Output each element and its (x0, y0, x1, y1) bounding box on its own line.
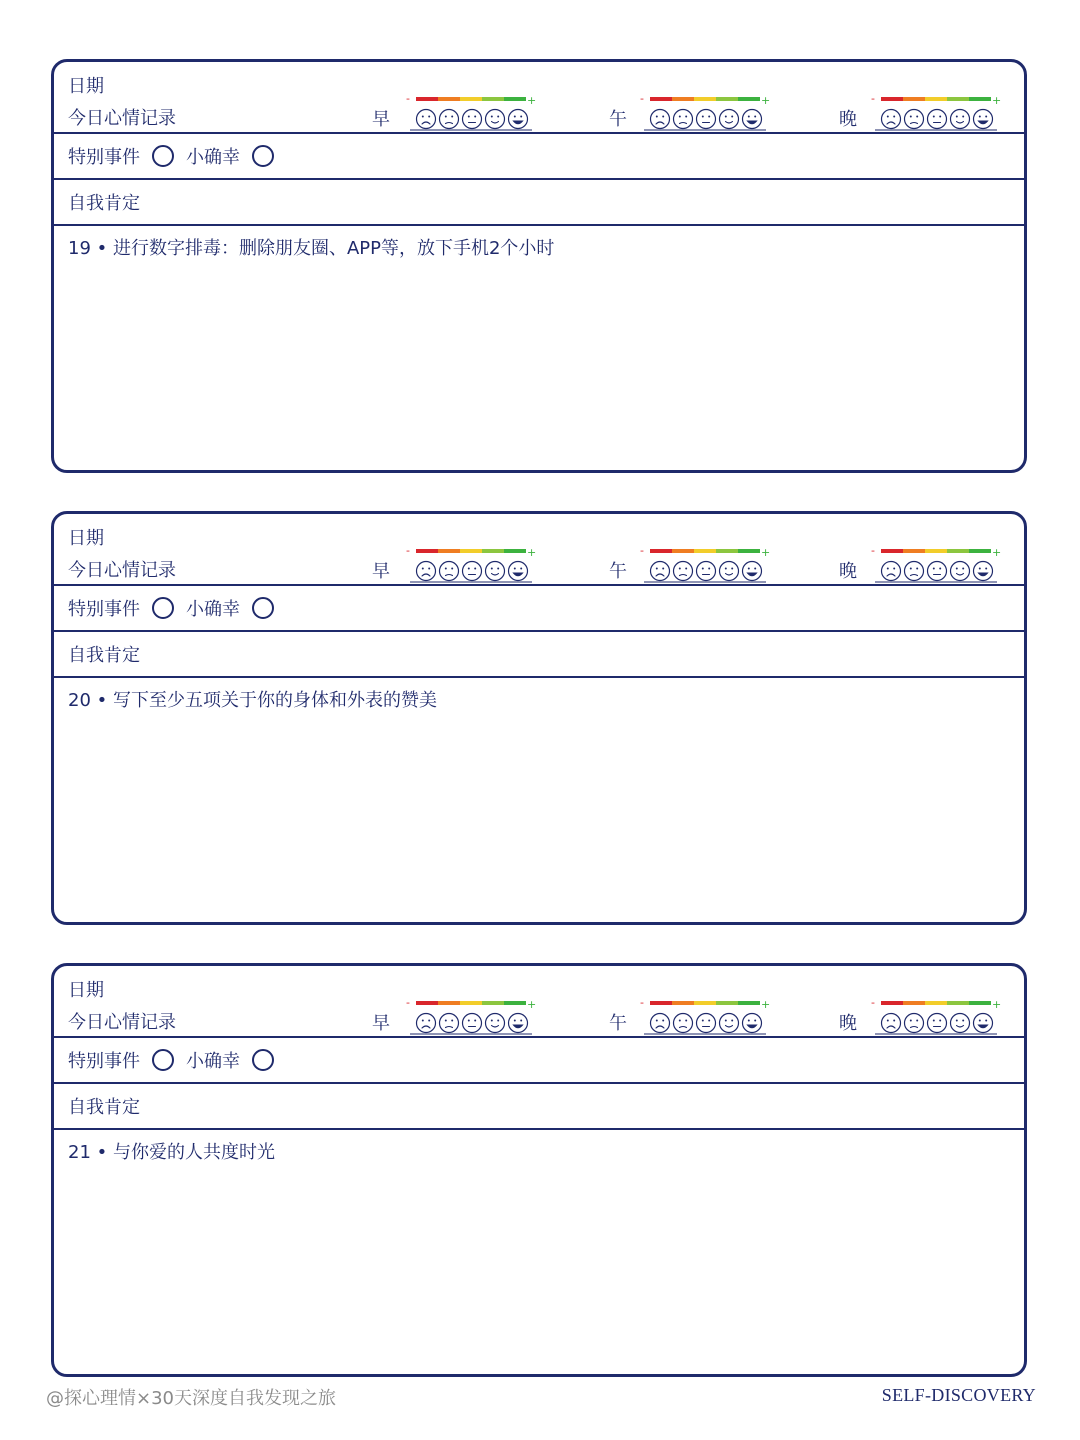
sad-face-icon[interactable] (905, 110, 924, 129)
scale-segment (716, 549, 738, 553)
mood-row (54, 62, 1024, 134)
sad-face-icon[interactable] (674, 562, 693, 581)
small-happiness-label: 小确幸 (186, 147, 240, 168)
small-happiness-label: 小确幸 (186, 1051, 240, 1072)
plus-sign: + (992, 999, 1001, 1011)
scale-segment (672, 97, 694, 101)
scale-segment (925, 97, 947, 101)
date-label: 日期 (68, 76, 104, 97)
morning-mood-scale[interactable] (406, 95, 536, 131)
scale-segment (903, 97, 925, 101)
minus-sign: - (871, 547, 875, 557)
footer-brand: @探心理情×30天深度自我发现之旅 (46, 1388, 336, 1409)
plus-sign: + (761, 95, 770, 107)
scale-segment (438, 549, 460, 553)
neutral-face-icon[interactable] (697, 1014, 716, 1033)
special-event-label: 特别事件 (68, 1051, 140, 1072)
scale-segment (438, 1001, 460, 1005)
task-area[interactable] (54, 678, 1024, 720)
scale-segment (947, 549, 969, 553)
smile-face-icon[interactable] (486, 110, 505, 129)
mood-record-label: 今日心情记录 (68, 1012, 176, 1033)
morning-mood-scale[interactable] (406, 999, 536, 1035)
sad-face-icon[interactable] (674, 1014, 693, 1033)
evening-label: 晚 (839, 561, 857, 582)
cry-face-icon[interactable] (882, 1014, 901, 1033)
minus-sign: - (640, 95, 644, 105)
scale-segment (738, 549, 760, 553)
special-event-label: 特别事件 (68, 147, 140, 168)
special-event-checkbox[interactable] (152, 1049, 174, 1071)
small-happiness-label: 小确幸 (186, 599, 240, 620)
minus-sign: - (640, 999, 644, 1009)
plus-sign: + (992, 95, 1001, 107)
scale-segment (738, 97, 760, 101)
sad-face-icon[interactable] (440, 1014, 459, 1033)
neutral-face-icon[interactable] (928, 110, 947, 129)
minus-sign: - (871, 999, 875, 1009)
scale-segment (650, 549, 672, 553)
neutral-face-icon[interactable] (697, 110, 716, 129)
scale-segment (482, 97, 504, 101)
scale-segment (969, 549, 991, 553)
noon-mood-scale[interactable] (640, 95, 770, 131)
scale-segment (969, 1001, 991, 1005)
morning-label: 早 (372, 561, 390, 582)
smile-face-icon[interactable] (720, 1014, 739, 1033)
task-area[interactable] (54, 226, 1024, 268)
plus-sign: + (527, 95, 536, 107)
scale-segment (694, 549, 716, 553)
task-text: 19 • 进行数字排毒：删除朋友圈、APP等，放下手机2个小时 (68, 238, 555, 259)
special-event-row (54, 134, 1024, 180)
cry-face-icon[interactable] (417, 110, 436, 129)
scale-segment (738, 1001, 760, 1005)
small-happiness-checkbox[interactable] (252, 1049, 274, 1071)
minus-sign: - (406, 547, 410, 557)
date-label: 日期 (68, 528, 104, 549)
mood-row (54, 514, 1024, 586)
happy-face-icon[interactable] (743, 110, 762, 129)
affirmation-label: 自我肯定 (68, 1097, 140, 1118)
minus-sign: - (406, 999, 410, 1009)
scale-segment (416, 1001, 438, 1005)
scale-segment (969, 97, 991, 101)
scale-segment (947, 1001, 969, 1005)
scale-segment (925, 549, 947, 553)
evening-mood-scale[interactable] (871, 95, 1001, 131)
neutral-face-icon[interactable] (697, 562, 716, 581)
morning-label: 早 (372, 1013, 390, 1034)
noon-mood-scale[interactable] (640, 547, 770, 583)
scale-segment (925, 1001, 947, 1005)
scale-segment (460, 97, 482, 101)
noon-mood-scale[interactable] (640, 999, 770, 1035)
plus-sign: + (761, 999, 770, 1011)
special-event-row (54, 586, 1024, 632)
scale-segment (903, 549, 925, 553)
cry-face-icon[interactable] (417, 1014, 436, 1033)
happy-face-icon[interactable] (974, 562, 993, 581)
scale-segment (716, 1001, 738, 1005)
plus-sign: + (527, 547, 536, 559)
scale-segment (694, 97, 716, 101)
affirmation-row[interactable] (54, 1084, 1024, 1130)
happy-face-icon[interactable] (743, 562, 762, 581)
journal-card-21 (51, 963, 1027, 1377)
neutral-face-icon[interactable] (928, 1014, 947, 1033)
special-event-checkbox[interactable] (152, 597, 174, 619)
happy-face-icon[interactable] (509, 1014, 528, 1033)
happy-face-icon[interactable] (509, 110, 528, 129)
journal-card-20 (51, 511, 1027, 925)
date-label: 日期 (68, 980, 104, 1001)
cry-face-icon[interactable] (417, 562, 436, 581)
journal-card-19 (51, 59, 1027, 473)
minus-sign: - (406, 95, 410, 105)
evening-label: 晚 (839, 1013, 857, 1034)
special-event-checkbox[interactable] (152, 145, 174, 167)
smile-face-icon[interactable] (486, 1014, 505, 1033)
mood-record-label: 今日心情记录 (68, 560, 176, 581)
noon-label: 午 (609, 1013, 627, 1034)
cry-face-icon[interactable] (651, 110, 670, 129)
smile-face-icon[interactable] (720, 562, 739, 581)
evening-mood-scale[interactable] (871, 999, 1001, 1035)
evening-label: 晚 (839, 109, 857, 130)
cry-face-icon[interactable] (882, 562, 901, 581)
noon-label: 午 (609, 561, 627, 582)
morning-mood-scale[interactable] (406, 547, 536, 583)
affirmation-label: 自我肯定 (68, 645, 140, 666)
scale-segment (881, 97, 903, 101)
scale-segment (672, 549, 694, 553)
minus-sign: - (871, 95, 875, 105)
special-event-label: 特别事件 (68, 599, 140, 620)
scale-segment (504, 1001, 526, 1005)
affirmation-row[interactable] (54, 632, 1024, 678)
scale-segment (947, 97, 969, 101)
neutral-face-icon[interactable] (928, 562, 947, 581)
small-happiness-checkbox[interactable] (252, 145, 274, 167)
scale-segment (482, 549, 504, 553)
scale-segment (716, 97, 738, 101)
scale-segment (482, 1001, 504, 1005)
smile-face-icon[interactable] (951, 1014, 970, 1033)
sad-face-icon[interactable] (905, 562, 924, 581)
happy-face-icon[interactable] (743, 1014, 762, 1033)
evening-mood-scale[interactable] (871, 547, 1001, 583)
scale-segment (881, 1001, 903, 1005)
small-happiness-checkbox[interactable] (252, 597, 274, 619)
sad-face-icon[interactable] (440, 110, 459, 129)
plus-sign: + (992, 547, 1001, 559)
scale-segment (460, 1001, 482, 1005)
noon-label: 午 (609, 109, 627, 130)
scale-segment (438, 97, 460, 101)
special-event-row (54, 1038, 1024, 1084)
scale-segment (416, 549, 438, 553)
happy-face-icon[interactable] (509, 562, 528, 581)
smile-face-icon[interactable] (951, 562, 970, 581)
smile-face-icon[interactable] (951, 110, 970, 129)
cry-face-icon[interactable] (651, 1014, 670, 1033)
smile-face-icon[interactable] (486, 562, 505, 581)
affirmation-label: 自我肯定 (68, 193, 140, 214)
cry-face-icon[interactable] (651, 562, 670, 581)
task-text: 20 • 写下至少五项关于你的身体和外表的赞美 (68, 690, 437, 711)
plus-sign: + (761, 547, 770, 559)
task-area[interactable] (54, 1130, 1024, 1172)
scale-segment (416, 97, 438, 101)
mood-row (54, 966, 1024, 1038)
sad-face-icon[interactable] (674, 110, 693, 129)
neutral-face-icon[interactable] (463, 562, 482, 581)
scale-segment (672, 1001, 694, 1005)
scale-segment (504, 97, 526, 101)
plus-sign: + (527, 999, 536, 1011)
happy-face-icon[interactable] (974, 1014, 993, 1033)
scale-segment (650, 1001, 672, 1005)
morning-label: 早 (372, 109, 390, 130)
neutral-face-icon[interactable] (463, 110, 482, 129)
scale-segment (903, 1001, 925, 1005)
task-text: 21 • 与你爱的人共度时光 (68, 1142, 275, 1163)
scale-segment (650, 97, 672, 101)
footer-tagline: SELF-DISCOVERY (881, 1385, 1036, 1405)
scale-segment (881, 549, 903, 553)
sad-face-icon[interactable] (905, 1014, 924, 1033)
scale-segment (460, 549, 482, 553)
mood-record-label: 今日心情记录 (68, 108, 176, 129)
sad-face-icon[interactable] (440, 562, 459, 581)
smile-face-icon[interactable] (720, 110, 739, 129)
minus-sign: - (640, 547, 644, 557)
scale-segment (504, 549, 526, 553)
happy-face-icon[interactable] (974, 110, 993, 129)
affirmation-row[interactable] (54, 180, 1024, 226)
cry-face-icon[interactable] (882, 110, 901, 129)
scale-segment (694, 1001, 716, 1005)
neutral-face-icon[interactable] (463, 1014, 482, 1033)
